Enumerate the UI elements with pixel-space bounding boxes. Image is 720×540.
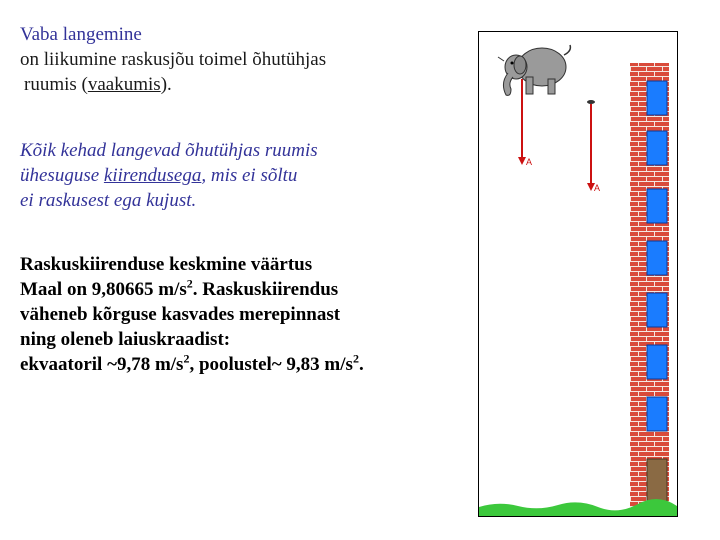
door (647, 459, 667, 505)
arrow-label-2: A (594, 183, 601, 193)
brick-wall (630, 63, 669, 507)
facts-line-2-sup: 2 (186, 276, 193, 291)
facts-line-3: väheneb kõrguse kasvades merepinnast (20, 304, 341, 325)
window (647, 397, 667, 431)
title-line-3 (20, 72, 326, 97)
facts-line-5-text-a: ekvaatoril ~9,78 m/s (20, 354, 184, 375)
facts-line-2 (20, 277, 364, 302)
statement-line-2 (20, 163, 318, 188)
facts-line-5-text-b: , poolustel~ 9,83 m/s (189, 354, 353, 375)
title-line-3-text-b: ). (160, 74, 172, 95)
brick-building (630, 63, 669, 507)
title-heading: Vaba langemine (20, 24, 142, 45)
facts-block (20, 252, 364, 377)
falling-object (587, 100, 595, 104)
facts-line-5-text-c: . (358, 354, 364, 375)
statement-line-2-text-b: , mis ei sõltu (201, 165, 298, 186)
facts-line-4: ning oleneb laiuskraadist: (20, 329, 231, 350)
facts-line-5-sup-1: 2 (183, 351, 190, 366)
statement-line-2-underlined: kiirendusega (103, 165, 202, 186)
window (647, 345, 667, 379)
facts-line-5 (20, 352, 364, 377)
statement-line-2-text-a: ühesuguse (20, 165, 104, 186)
statement-block (20, 138, 318, 213)
window (647, 81, 667, 115)
window (647, 189, 667, 223)
arrow-label-1: A (526, 157, 533, 167)
statement-line-3: ei raskusest ega kujust. (20, 190, 197, 211)
window (647, 241, 667, 275)
free-fall-illustration (478, 31, 678, 517)
facts-line-2-text-a: Maal on 9,80665 m/s (20, 279, 187, 300)
facts-line-2-text-b: . Raskuskiirendus (192, 279, 339, 300)
facts-line-5-sup-2: 2 (352, 351, 359, 366)
window (647, 131, 667, 165)
statement-line-1: Kõik kehad langevad õhutühjas ruumis (20, 140, 318, 161)
facts-line-1: Raskuskiirenduse keskmine väärtus (20, 254, 313, 275)
window (647, 293, 667, 327)
title-line-2: on liikumine raskusjõu toimel õhutühjas (20, 49, 327, 70)
title-line-3-text-a: ruumis ( (24, 74, 88, 95)
title-line-3-underlined: vaakumis (87, 74, 161, 95)
title-block (20, 22, 326, 97)
